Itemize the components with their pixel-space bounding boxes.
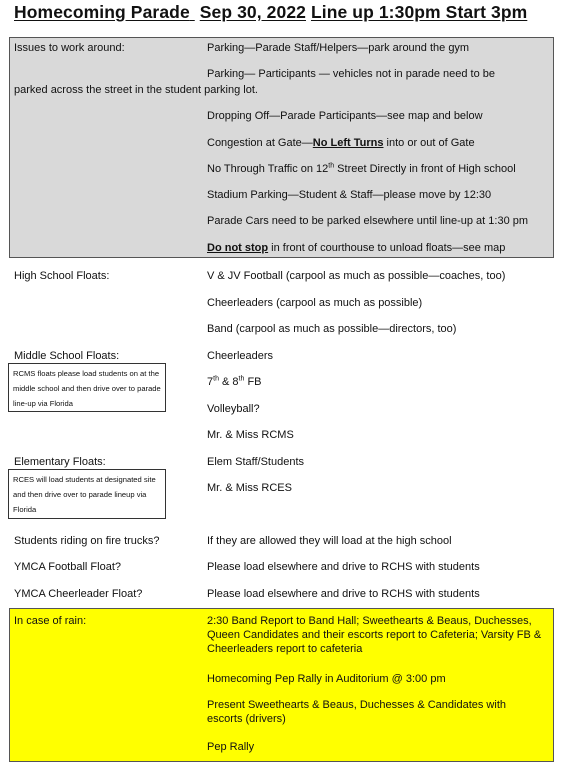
do-not-stop-emphasis: Do not stop (207, 242, 269, 254)
elementary-note: RCES will load students at designated site and then drive over to parade lineup via Florida (8, 469, 166, 519)
issues-label: Issues to work around: (14, 42, 125, 54)
middle-school-note: RCMS floats please load students on at the middle school and then drive over to parade line-up via Florida (8, 363, 166, 412)
other-value: Please load elsewhere and drive to RCHS with students (207, 588, 480, 600)
high-school-item: V & JV Football (carpool as much as possible—coaches, too) (207, 270, 506, 282)
other-label: Students riding on fire trucks? (14, 535, 160, 547)
other-label: YMCA Football Float? (14, 561, 121, 573)
elementary-item: Elem Staff/Students (207, 456, 305, 468)
elementary-item: Mr. & Miss RCES (207, 482, 292, 494)
middle-school-item: 7th & 8th FB (207, 375, 262, 388)
issue-item: Congestion at Gate—No Left Turns into or out of Gate (207, 137, 475, 149)
middle-school-item: Volleyball? (207, 403, 260, 415)
high-school-item: Cheerleaders (carpool as much as possible) (207, 297, 423, 309)
other-value: Please load elsewhere and drive to RCHS with students (207, 561, 480, 573)
rain-item: Pep Rally (207, 741, 255, 753)
elementary-label: Elementary Floats: (14, 456, 106, 468)
issue-item: parked across the street in the student parking lot. (14, 84, 258, 96)
no-left-turns-emphasis: No Left Turns (312, 137, 384, 149)
page-title (14, 2, 527, 23)
title-times: Line up 1:30pm Start 3pm (310, 2, 528, 22)
issue-item: Parade Cars need to be parked elsewhere until line-up at 1:30 pm (207, 215, 529, 227)
high-school-label: High School Floats: (14, 270, 110, 282)
issue-item: Stadium Parking—Student & Staff—please move by 12:30 (207, 189, 492, 201)
rain-item: 2:30 Band Report to Band Hall; Sweethearts & Beaus, Duchesses, Queen Candidates and their escorts report to Cafeteria; Varsity FB & Cheerleaders report to cafeteria (207, 615, 542, 655)
middle-school-label: Middle School Floats: (14, 350, 120, 362)
issue-item: Parking— Participants — vehicles not in parade need to be (207, 68, 495, 80)
high-school-item: Band (carpool as much as possible—directors, too) (207, 323, 457, 335)
other-value: If they are allowed they will load at the high school (207, 535, 452, 547)
other-label: YMCA Cheerleader Float? (14, 588, 143, 600)
rain-item: Homecoming Pep Rally in Auditorium @ 3:00 pm (207, 673, 446, 685)
issue-item: Dropping Off—Parade Participants—see map and below (207, 110, 483, 122)
middle-school-item: Cheerleaders (207, 350, 274, 362)
rain-label: In case of rain: (14, 615, 87, 627)
issue-item: No Through Traffic on 12th Street Directly in front of High school (207, 162, 516, 175)
issue-item: Do not stop in front of courthouse to unload floats—see map (207, 242, 506, 254)
title-event: Homecoming Parade (14, 2, 190, 22)
issue-item: Parking—Parade Staff/Helpers—park around the gym (207, 42, 470, 54)
title-date: Sep 30, 2022 (199, 2, 306, 22)
rain-item: Present Sweethearts & Beaus, Duchesses & Candidates with escorts (drivers) (207, 699, 506, 725)
middle-school-item: Mr. & Miss RCMS (207, 429, 294, 441)
